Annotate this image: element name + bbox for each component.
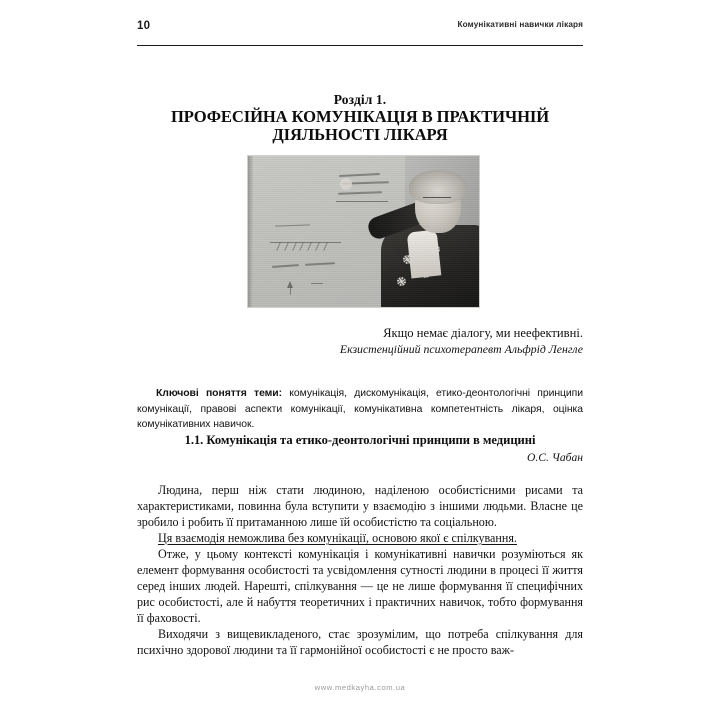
paragraph: Отже, у цьому контексті комунікація і комунікативні навички розуміються як елемент формування особистості та усвідомлення сутності людини в процесі її життя серед інших людей. Нарешті, спілкування — це не лише формування її специфічних рис особистості, але й набуття теоретичних і практичних навичок, тобто формування її фаховості. <box>137 547 583 626</box>
footer-url: www.medkayha.com.ua <box>314 683 406 692</box>
running-head-title: Комунікативні навички лікаря <box>457 20 583 29</box>
epigraph-source: Екзистенційний психотерапевт Альфрід Ленгле <box>339 342 583 357</box>
chapter-photograph <box>248 156 479 307</box>
epigraph-quote: Якщо немає діалогу, ми неефективні. <box>383 326 583 340</box>
person-glasses <box>423 197 451 203</box>
body-text <box>137 482 583 658</box>
person-collar <box>407 230 442 279</box>
paragraph: Виходячи з вищевикладеного, стає зрозумілим, що потреба спілкування для психічно здорової людини та її гармонійної особистості є не просто важ- <box>137 627 583 658</box>
key-concepts-list: комунікація, дискомунікація, етико-деонтологічні принципи комунікації, правові аспекти комунікації, комунікативна компетентність лікаря, оцінка комунікативних навичок. <box>137 388 583 430</box>
photo-background <box>248 156 479 307</box>
paragraph <box>137 530 583 546</box>
paragraph-underlined-text: Ця взаємодія неможлива без комунікації, основою якої є спілкування. <box>158 531 517 546</box>
paragraph: Людина, перш ніж стати людиною, наділеною особистісними рисами та характеристиками, повинна була вступити у взаємодію з іншими людьми. Власне це зробило і робить її притаманною лише їй особистістю та соціальною. <box>137 483 583 530</box>
section-author: О.С. Чабан <box>527 451 583 464</box>
whiteboard-edge <box>248 156 253 307</box>
chapter-number: Розділ 1. <box>333 92 387 107</box>
chapter-heading: ПРОФЕСІЙНА КОМУНІКАЦІЯ В ПРАКТИЧНІЙ ДІЯЛЬНОСТІ ЛІКАРЯ <box>170 107 550 145</box>
section-heading: 1.1. Комунікація та етико-деонтологічні принципи в медицині <box>184 433 536 447</box>
epigraph <box>137 325 583 358</box>
chapter-title-block <box>137 92 583 145</box>
page-number: 10 <box>137 20 151 32</box>
key-concepts-label: Ключові поняття теми: <box>156 388 283 400</box>
key-concepts-paragraph <box>137 386 583 432</box>
running-head <box>137 20 583 46</box>
